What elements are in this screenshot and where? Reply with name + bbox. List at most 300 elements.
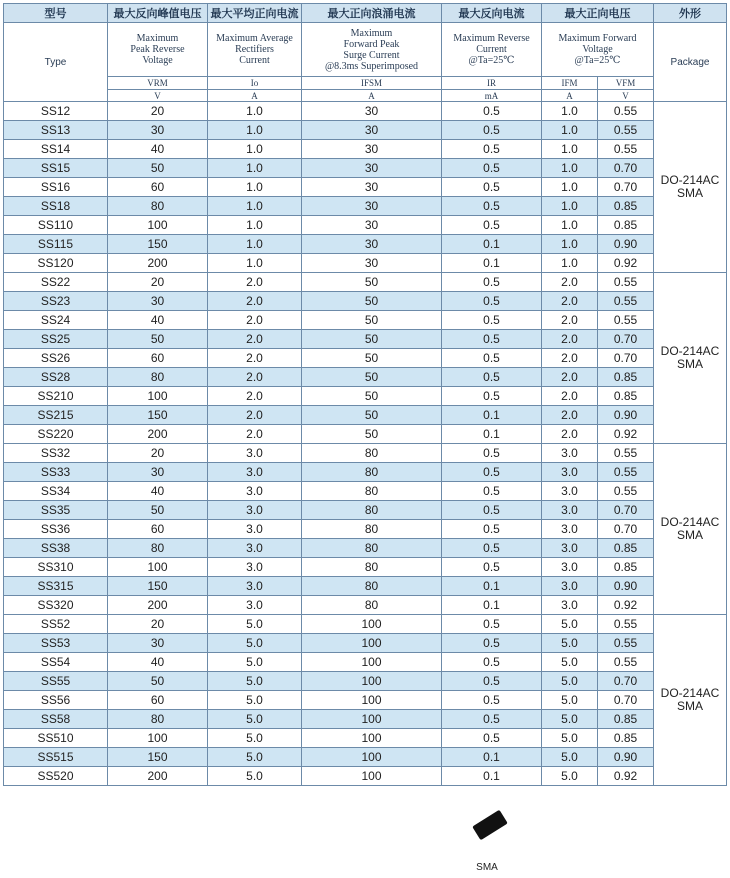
head-cn-package: 外形 (654, 4, 727, 23)
cell-ir: 0.5 (442, 615, 542, 634)
cell-io: 2.0 (208, 425, 302, 444)
head-cn-io: 最大平均正向电流 (208, 4, 302, 23)
cell-ir: 0.1 (442, 577, 542, 596)
cell-ifsm: 80 (302, 558, 442, 577)
cell-io: 3.0 (208, 596, 302, 615)
cell-ir: 0.5 (442, 368, 542, 387)
cell-vrm: 150 (108, 748, 208, 767)
cell-ifm: 3.0 (542, 501, 598, 520)
table-row (4, 767, 727, 786)
cell-ifm: 2.0 (542, 425, 598, 444)
head-en-io (208, 23, 302, 77)
cell-ir: 0.5 (442, 349, 542, 368)
cell-vrm: 40 (108, 653, 208, 672)
head-en-package: Package (654, 23, 727, 102)
cell-vfm: 0.70 (598, 178, 654, 197)
cell-ifsm: 30 (302, 216, 442, 235)
table-row (4, 254, 727, 273)
cell-io: 5.0 (208, 767, 302, 786)
cell-ir: 0.5 (442, 691, 542, 710)
unit-vfm: V (598, 90, 654, 102)
cell-ifsm: 80 (302, 444, 442, 463)
cell-vrm: 50 (108, 330, 208, 349)
head-en-ir (442, 23, 542, 77)
cell-io: 5.0 (208, 615, 302, 634)
cell-vrm: 40 (108, 140, 208, 159)
table-row (4, 368, 727, 387)
unit-vrm: V (108, 90, 208, 102)
package-cell (654, 444, 727, 615)
cell-vrm: 50 (108, 159, 208, 178)
cell-vfm: 0.55 (598, 463, 654, 482)
head-en-vf-line: @Ta=25℃ (574, 55, 621, 66)
cell-vrm: 100 (108, 216, 208, 235)
cell-vfm: 0.90 (598, 748, 654, 767)
header-row-units (4, 90, 727, 102)
cell-ir: 0.1 (442, 596, 542, 615)
cell-ifsm: 100 (302, 653, 442, 672)
package-line: DO-214AC (660, 515, 720, 529)
package-cell (654, 615, 727, 786)
table-row (4, 729, 727, 748)
cell-ifm: 1.0 (542, 140, 598, 159)
cell-vrm: 30 (108, 292, 208, 311)
head-en-vrm (108, 23, 208, 77)
cell-ifm: 1.0 (542, 197, 598, 216)
cell-vrm: 20 (108, 615, 208, 634)
cell-ir: 0.5 (442, 463, 542, 482)
symbol-ifsm: IFSM (302, 77, 442, 90)
cell-io: 5.0 (208, 653, 302, 672)
cell-ifsm: 100 (302, 615, 442, 634)
cell-ifm: 2.0 (542, 273, 598, 292)
cell-io: 5.0 (208, 634, 302, 653)
head-en-vf-line: Maximum Forward (558, 33, 637, 44)
cell-type: SS12 (4, 102, 108, 121)
table-row (4, 197, 727, 216)
cell-ifsm: 50 (302, 406, 442, 425)
cell-ifm: 2.0 (542, 349, 598, 368)
cell-vrm: 80 (108, 197, 208, 216)
cell-ifm: 5.0 (542, 672, 598, 691)
cell-vrm: 30 (108, 463, 208, 482)
package-line: DO-214AC (660, 173, 720, 187)
cell-io: 1.0 (208, 178, 302, 197)
cell-ir: 0.1 (442, 748, 542, 767)
cell-vrm: 40 (108, 311, 208, 330)
cell-type: SS220 (4, 425, 108, 444)
cell-vfm: 0.55 (598, 311, 654, 330)
cell-ifm: 1.0 (542, 102, 598, 121)
cell-vrm: 100 (108, 558, 208, 577)
cell-type: SS210 (4, 387, 108, 406)
cell-type: SS54 (4, 653, 108, 672)
table-row (4, 387, 727, 406)
cell-ir: 0.5 (442, 482, 542, 501)
table-row (4, 349, 727, 368)
cell-vfm: 0.92 (598, 596, 654, 615)
cell-io: 2.0 (208, 406, 302, 425)
cell-ifm: 3.0 (542, 596, 598, 615)
cell-vfm: 0.70 (598, 501, 654, 520)
cell-type: SS110 (4, 216, 108, 235)
table-row (4, 710, 727, 729)
cell-io: 3.0 (208, 539, 302, 558)
table-row (4, 539, 727, 558)
table-row (4, 216, 727, 235)
cell-ir: 0.5 (442, 102, 542, 121)
cell-vfm: 0.55 (598, 615, 654, 634)
cell-type: SS18 (4, 197, 108, 216)
table-row (4, 653, 727, 672)
cell-ifsm: 80 (302, 520, 442, 539)
cell-io: 2.0 (208, 273, 302, 292)
cell-ifsm: 30 (302, 159, 442, 178)
cell-ifsm: 100 (302, 710, 442, 729)
table-head (4, 4, 727, 102)
cell-vfm: 0.70 (598, 691, 654, 710)
cell-ifsm: 80 (302, 596, 442, 615)
cell-vfm: 0.92 (598, 254, 654, 273)
table-row (4, 273, 727, 292)
cell-type: SS215 (4, 406, 108, 425)
header-row-cn (4, 4, 727, 23)
cell-vfm: 0.85 (598, 387, 654, 406)
table-row (4, 672, 727, 691)
cell-vrm: 200 (108, 596, 208, 615)
cell-vrm: 30 (108, 634, 208, 653)
head-en-io-line: Current (239, 55, 270, 66)
cell-ir: 0.5 (442, 710, 542, 729)
cell-ifm: 5.0 (542, 653, 598, 672)
cell-type: SS24 (4, 311, 108, 330)
cell-ir: 0.5 (442, 387, 542, 406)
cell-type: SS315 (4, 577, 108, 596)
cell-vrm: 40 (108, 482, 208, 501)
cell-vfm: 0.92 (598, 425, 654, 444)
cell-type: SS22 (4, 273, 108, 292)
cell-ifsm: 80 (302, 482, 442, 501)
cell-io: 3.0 (208, 520, 302, 539)
cell-type: SS515 (4, 748, 108, 767)
cell-ir: 0.1 (442, 767, 542, 786)
cell-type: SS120 (4, 254, 108, 273)
cell-io: 1.0 (208, 235, 302, 254)
cell-vrm: 20 (108, 102, 208, 121)
unit-ifsm: A (302, 90, 442, 102)
cell-ifm: 3.0 (542, 520, 598, 539)
cell-vrm: 60 (108, 691, 208, 710)
head-en-vf (542, 23, 654, 77)
cell-vfm: 0.70 (598, 349, 654, 368)
cell-ifsm: 50 (302, 349, 442, 368)
cell-type: SS25 (4, 330, 108, 349)
cell-ir: 0.5 (442, 197, 542, 216)
cell-ir: 0.5 (442, 273, 542, 292)
table-row (4, 463, 727, 482)
cell-ifm: 2.0 (542, 406, 598, 425)
cell-ifm: 3.0 (542, 482, 598, 501)
cell-vfm: 0.85 (598, 197, 654, 216)
cell-ifsm: 50 (302, 387, 442, 406)
cell-ir: 0.1 (442, 254, 542, 273)
head-en-ifsm-line: Surge Current (343, 49, 400, 61)
cell-ifsm: 80 (302, 539, 442, 558)
cell-ifm: 3.0 (542, 444, 598, 463)
sma-package-label: SMA (476, 862, 498, 873)
cell-ifsm: 50 (302, 330, 442, 349)
cell-io: 2.0 (208, 330, 302, 349)
head-en-type: Type (4, 23, 108, 102)
cell-type: SS28 (4, 368, 108, 387)
cell-ifm: 3.0 (542, 539, 598, 558)
cell-ifm: 5.0 (542, 634, 598, 653)
head-en-ifsm-line: Maximum (350, 27, 393, 39)
cell-type: SS23 (4, 292, 108, 311)
cell-vfm: 0.92 (598, 767, 654, 786)
cell-vrm: 200 (108, 425, 208, 444)
head-en-io-line: Maximum Average (216, 33, 293, 44)
table-row (4, 691, 727, 710)
table-row (4, 406, 727, 425)
cell-ir: 0.5 (442, 330, 542, 349)
cell-ifsm: 100 (302, 691, 442, 710)
cell-type: SS55 (4, 672, 108, 691)
cell-ir: 0.5 (442, 729, 542, 748)
table-row (4, 482, 727, 501)
symbol-io: Io (208, 77, 302, 90)
cell-io: 2.0 (208, 349, 302, 368)
cell-vfm: 0.90 (598, 235, 654, 254)
cell-type: SS15 (4, 159, 108, 178)
cell-vrm: 200 (108, 254, 208, 273)
head-en-vrm-line: Maximum (136, 33, 179, 44)
package-line: SMA (676, 357, 703, 371)
cell-type: SS34 (4, 482, 108, 501)
cell-vrm: 80 (108, 710, 208, 729)
cell-ir: 0.5 (442, 539, 542, 558)
table-row (4, 330, 727, 349)
table-row (4, 235, 727, 254)
cell-type: SS58 (4, 710, 108, 729)
table-row (4, 520, 727, 539)
cell-vfm: 0.55 (598, 102, 654, 121)
table-row (4, 634, 727, 653)
cell-ifm: 5.0 (542, 691, 598, 710)
cell-io: 5.0 (208, 729, 302, 748)
cell-ir: 0.5 (442, 558, 542, 577)
cell-type: SS53 (4, 634, 108, 653)
cell-ifsm: 30 (302, 254, 442, 273)
cell-io: 3.0 (208, 482, 302, 501)
cell-vfm: 0.70 (598, 330, 654, 349)
head-cn-ifsm: 最大正向浪涌电流 (302, 4, 442, 23)
cell-io: 5.0 (208, 710, 302, 729)
cell-ifm: 3.0 (542, 577, 598, 596)
table-row (4, 577, 727, 596)
package-line: SMA (676, 186, 703, 200)
cell-ifm: 5.0 (542, 748, 598, 767)
cell-io: 2.0 (208, 311, 302, 330)
cell-ir: 0.5 (442, 501, 542, 520)
cell-ir: 0.5 (442, 292, 542, 311)
cell-ir: 0.5 (442, 311, 542, 330)
cell-ifsm: 30 (302, 178, 442, 197)
cell-type: SS13 (4, 121, 108, 140)
cell-vfm: 0.85 (598, 368, 654, 387)
head-cn-type: 型号 (4, 4, 108, 23)
cell-vfm: 0.55 (598, 653, 654, 672)
cell-ifsm: 30 (302, 140, 442, 159)
head-cn-ir: 最大反向电流 (442, 4, 542, 23)
cell-type: SS35 (4, 501, 108, 520)
cell-type: SS115 (4, 235, 108, 254)
cell-vrm: 150 (108, 235, 208, 254)
cell-io: 3.0 (208, 444, 302, 463)
sma-package-image (472, 810, 508, 841)
cell-ifsm: 80 (302, 463, 442, 482)
cell-type: SS38 (4, 539, 108, 558)
cell-ifsm: 50 (302, 425, 442, 444)
package-cell (654, 102, 727, 273)
cell-vfm: 0.55 (598, 292, 654, 311)
cell-vrm: 20 (108, 444, 208, 463)
cell-type: SS16 (4, 178, 108, 197)
cell-ir: 0.5 (442, 216, 542, 235)
cell-vfm: 0.55 (598, 634, 654, 653)
table-row (4, 178, 727, 197)
cell-vfm: 0.90 (598, 577, 654, 596)
symbol-vfm: VFM (598, 77, 654, 90)
header-row-en (4, 23, 727, 77)
cell-ir: 0.1 (442, 235, 542, 254)
cell-ir: 0.5 (442, 653, 542, 672)
cell-vfm: 0.55 (598, 273, 654, 292)
cell-vrm: 60 (108, 520, 208, 539)
cell-ir: 0.5 (442, 634, 542, 653)
table-row (4, 501, 727, 520)
cell-vrm: 200 (108, 767, 208, 786)
unit-io: A (208, 90, 302, 102)
cell-ifsm: 30 (302, 102, 442, 121)
cell-vfm: 0.55 (598, 140, 654, 159)
cell-ifm: 5.0 (542, 710, 598, 729)
cell-ir: 0.1 (442, 425, 542, 444)
cell-ifm: 5.0 (542, 729, 598, 748)
cell-ifm: 3.0 (542, 558, 598, 577)
cell-io: 3.0 (208, 463, 302, 482)
head-cn-vf: 最大正向电压 (542, 4, 654, 23)
cell-io: 3.0 (208, 558, 302, 577)
cell-vfm: 0.85 (598, 539, 654, 558)
cell-ir: 0.5 (442, 672, 542, 691)
cell-ir: 0.5 (442, 178, 542, 197)
cell-ifm: 1.0 (542, 235, 598, 254)
cell-vrm: 100 (108, 387, 208, 406)
cell-vrm: 150 (108, 406, 208, 425)
table-row (4, 748, 727, 767)
cell-io: 1.0 (208, 140, 302, 159)
cell-io: 1.0 (208, 197, 302, 216)
unit-ifm: A (542, 90, 598, 102)
table-row (4, 102, 727, 121)
cell-type: SS52 (4, 615, 108, 634)
table-row (4, 292, 727, 311)
table-row (4, 444, 727, 463)
cell-vrm: 30 (108, 121, 208, 140)
cell-ifsm: 100 (302, 672, 442, 691)
cell-ifsm: 100 (302, 748, 442, 767)
cell-ifm: 2.0 (542, 387, 598, 406)
cell-vrm: 50 (108, 501, 208, 520)
cell-ifsm: 30 (302, 197, 442, 216)
cell-io: 1.0 (208, 102, 302, 121)
cell-ifsm: 50 (302, 368, 442, 387)
unit-ir: mA (442, 90, 542, 102)
head-en-ifsm (302, 23, 442, 77)
cell-ifsm: 80 (302, 501, 442, 520)
cell-ir: 0.5 (442, 520, 542, 539)
cell-ifm: 2.0 (542, 330, 598, 349)
header-row-symbols (4, 77, 727, 90)
cell-io: 1.0 (208, 159, 302, 178)
table-row (4, 311, 727, 330)
cell-vfm: 0.85 (598, 729, 654, 748)
cell-ifm: 3.0 (542, 463, 598, 482)
cell-type: SS14 (4, 140, 108, 159)
head-en-vrm-line: Peak Reverse (130, 44, 185, 55)
cell-ir: 0.5 (442, 121, 542, 140)
symbol-vrm: VRM (108, 77, 208, 90)
cell-vfm: 0.90 (598, 406, 654, 425)
cell-ifm: 2.0 (542, 311, 598, 330)
cell-vrm: 20 (108, 273, 208, 292)
cell-vrm: 50 (108, 672, 208, 691)
cell-ifm: 1.0 (542, 254, 598, 273)
cell-vfm: 0.70 (598, 672, 654, 691)
cell-type: SS56 (4, 691, 108, 710)
cell-type: SS510 (4, 729, 108, 748)
cell-ifm: 1.0 (542, 216, 598, 235)
cell-vrm: 60 (108, 349, 208, 368)
cell-vfm: 0.55 (598, 482, 654, 501)
cell-ifsm: 100 (302, 729, 442, 748)
head-en-ifsm-line: Forward Peak (343, 38, 400, 50)
cell-vrm: 150 (108, 577, 208, 596)
table-row (4, 425, 727, 444)
table-body (4, 102, 727, 786)
cell-io: 1.0 (208, 121, 302, 140)
cell-ifm: 1.0 (542, 159, 598, 178)
package-cell (654, 273, 727, 444)
cell-type: SS33 (4, 463, 108, 482)
cell-ir: 0.5 (442, 140, 542, 159)
package-line: SMA (676, 699, 703, 713)
head-en-ir-line: @Ta=25℃ (468, 55, 515, 66)
cell-ifsm: 30 (302, 121, 442, 140)
spec-table (3, 3, 727, 786)
cell-io: 2.0 (208, 292, 302, 311)
cell-ifsm: 100 (302, 767, 442, 786)
table-row (4, 121, 727, 140)
cell-vrm: 80 (108, 368, 208, 387)
cell-ir: 0.1 (442, 406, 542, 425)
table-row (4, 140, 727, 159)
head-en-vrm-line: Voltage (142, 55, 173, 66)
cell-ifsm: 50 (302, 311, 442, 330)
cell-type: SS310 (4, 558, 108, 577)
package-line: SMA (676, 528, 703, 542)
